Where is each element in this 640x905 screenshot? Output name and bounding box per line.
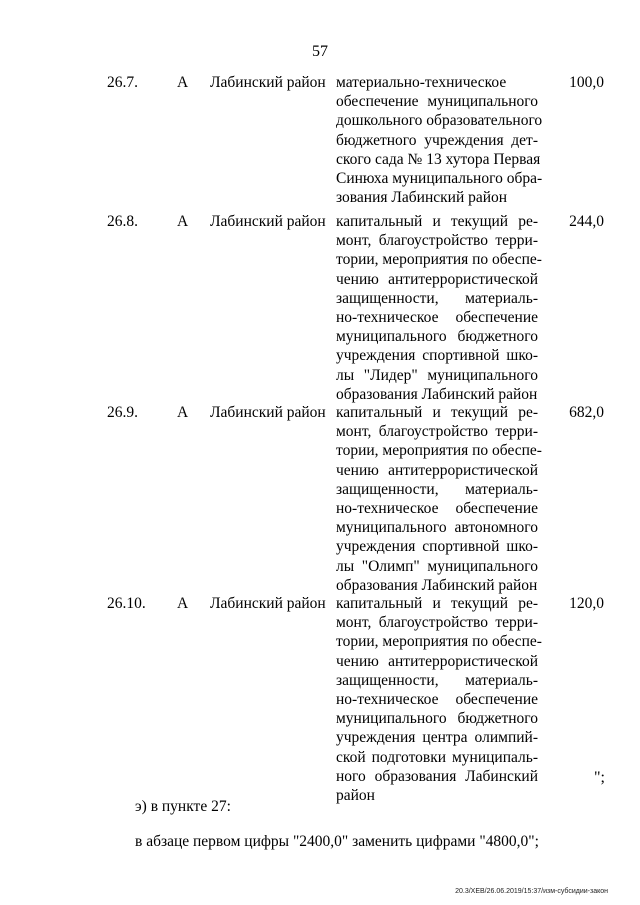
description-line: муниципального автономного xyxy=(336,519,538,537)
description-line: монт, благоустройство терри- xyxy=(336,232,538,250)
description-line: но-техническое обеспечение xyxy=(336,309,538,327)
row-district: Лабинский район xyxy=(210,213,326,230)
paragraph-amendment: в абзаце первом цифры "2400,0" заменить цифрами "4800,0"; xyxy=(135,833,539,850)
description-line: ской подготовки муниципаль- xyxy=(336,748,538,766)
description-line: образования Лабинский район xyxy=(336,576,538,594)
description-line: чению антитеррористической xyxy=(336,652,538,670)
description-line: Синюха муниципального обра- xyxy=(336,170,543,188)
description-line: капитальный и текущий ре- xyxy=(336,404,538,421)
description-line: тории, мероприятия по обеспе- xyxy=(336,442,542,460)
description-line: но-техническое обеспечение xyxy=(336,691,538,709)
row-amount: 120,0 xyxy=(569,595,604,612)
row-description xyxy=(336,403,542,595)
footer-document-code: 20.3/ХЕВ/26.06.2019/15:37/изм-субсидии-закон xyxy=(455,888,608,895)
row-letter: А xyxy=(177,404,189,421)
closing-quote-mark: "; xyxy=(594,769,605,786)
description-line: обеспечение муниципального xyxy=(336,93,538,111)
row-description xyxy=(336,212,542,404)
row-amount: 244,0 xyxy=(569,213,604,230)
description-line: но-техническое обеспечение xyxy=(336,500,538,518)
description-line: муниципального бюджетного xyxy=(336,328,538,346)
description-line: монт, благоустройство терри- xyxy=(336,423,538,441)
description-line: район xyxy=(336,787,375,805)
description-line: лы "Лидер" муниципального xyxy=(336,366,538,384)
row-number: 26.7. xyxy=(107,74,138,91)
row-letter: А xyxy=(177,213,189,230)
row-district: Лабинский район xyxy=(210,595,326,612)
description-line: чению антитеррористической xyxy=(336,270,538,288)
description-line: монт, благоустройство терри- xyxy=(336,614,538,632)
description-line: учреждения спортивной шко- xyxy=(336,538,538,556)
description-line: учреждения центра олимпий- xyxy=(336,729,538,747)
row-description xyxy=(336,594,542,805)
description-line: материально-техническое xyxy=(336,74,507,91)
description-line: муниципального бюджетного xyxy=(336,710,538,728)
description-line: тории, мероприятия по обеспе- xyxy=(336,251,542,269)
row-letter: А xyxy=(177,74,189,91)
description-line: ного образования Лабинский xyxy=(336,767,538,785)
description-line: чению антитеррористической xyxy=(336,461,538,479)
page-number: 57 xyxy=(312,43,328,60)
paragraph-item-e: э) в пункте 27: xyxy=(135,798,231,815)
row-description xyxy=(336,73,543,207)
row-number: 26.8. xyxy=(107,213,138,230)
description-line: защищенности, материаль- xyxy=(336,289,538,307)
row-number: 26.10. xyxy=(107,595,146,612)
row-amount: 682,0 xyxy=(569,404,604,421)
description-line: лы "Олимп" муниципального xyxy=(336,557,538,575)
row-letter: А xyxy=(177,595,189,612)
row-district: Лабинский район xyxy=(210,74,326,91)
description-line: защищенности, материаль- xyxy=(336,671,538,689)
description-line: бюджетного учреждения дет- xyxy=(336,131,538,149)
row-number: 26.9. xyxy=(107,404,138,421)
description-line: защищенности, материаль- xyxy=(336,480,538,498)
description-line: капитальный и текущий ре- xyxy=(336,595,538,612)
description-line: зования Лабинский район xyxy=(336,189,508,207)
description-line: учреждения спортивной шко- xyxy=(336,347,538,365)
row-amount: 100,0 xyxy=(569,74,604,91)
description-line: образования Лабинский район xyxy=(336,385,538,403)
description-line: капитальный и текущий ре- xyxy=(336,213,538,230)
description-line: дошкольного образовательного xyxy=(336,112,543,130)
row-district: Лабинский район xyxy=(210,404,326,421)
description-line: тории, мероприятия по обеспе- xyxy=(336,633,542,651)
description-line: ского сада № 13 хутора Первая xyxy=(336,150,541,168)
